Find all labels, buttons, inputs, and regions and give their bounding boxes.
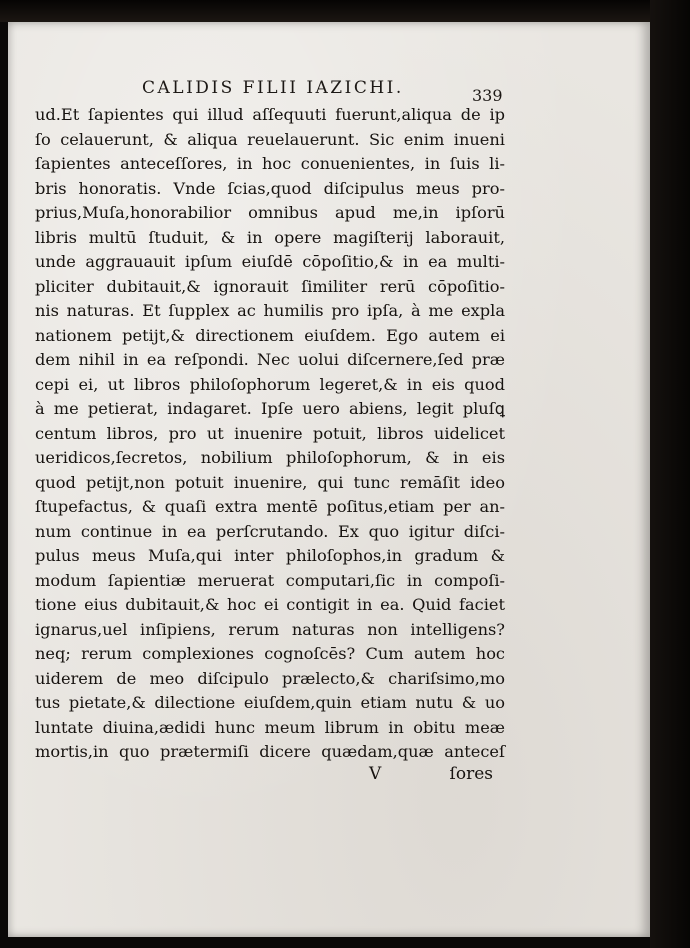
text-line: tus pietate,& dilectione eiuſdem,quin etiam nutu & uo (35, 693, 505, 712)
text-line: dem nihil in ea reſpondi. Nec uolui diſcernere,ſed præ (35, 350, 505, 369)
text-line: neq; rerum complexiones cognoſcēs? Cum autem hoc (35, 644, 505, 663)
text-line: à me petierat, indagaret. Ipſe uero abiens, legit pluſꝗ (35, 399, 505, 418)
page-footer (35, 764, 505, 790)
text-line: nis naturas. Et ſupplex ac humilis pro ipſa, à me expla (35, 301, 505, 320)
text-line: cepi ei, ut libros philoſophorum legeret,& in eis quod (35, 374, 505, 394)
text-line: centum libros, pro ut inuenire potuit, libros uidelicet (35, 423, 505, 443)
text-line: nationem petijt,& directionem eiuſdem. Ego autem ei (35, 325, 505, 345)
text-line: tione eius dubitauit,& hoc ei contigit in ea. Quid faciet (35, 595, 505, 614)
text-line: ud.Et ſapientes qui illud aſſequuti fuerunt,aliqua de ip (35, 105, 505, 124)
text-line: ſapientes anteceſſores, in hoc conuenientes, in ſuis li- (35, 154, 505, 173)
body-text (35, 103, 505, 765)
text-line: pliciter dubitauit,& ignorauit ſimiliter rerū cōpoſitio- (35, 276, 505, 296)
text-line: ſo celauerunt, & aliqua reuelauerunt. Sic enim inueni (35, 129, 505, 149)
scan-top-border (0, 0, 690, 22)
page-number: 339 (472, 86, 503, 105)
text-line: unde aggrauauit ipſum eiuſdē cōpoſitio,& in ea multi- (35, 252, 505, 271)
text-line: ignarus,uel inſipiens, rerum naturas non intelligens? (35, 619, 505, 639)
text-line: modum ſapientiæ meruerat computari,ſic in compoſi- (35, 570, 505, 590)
catchword: ſores (449, 764, 493, 784)
scan-right-border (650, 0, 690, 948)
text-line: libris multū ſtuduit, & in opere magiſterij laborauit, (35, 227, 505, 247)
running-head: CALIDIS FILII IAZICHI. (142, 78, 404, 98)
signature-mark: V (369, 764, 382, 784)
text-line: mortis,in quo prætermiſi dicere quædam,quæ anteceſ (35, 742, 505, 761)
text-line: ueridicos,ſecretos, nobilium philoſophorum, & in eis (35, 448, 505, 467)
text-line: luntate diuina,ædidi hunc meum librum in obitu meæ (35, 717, 505, 737)
text-line: num continue in ea perſcrutando. Ex quo igitur diſci- (35, 521, 505, 541)
text-line: quod petijt,non potuit inuenire, qui tunc remāſit ideo (35, 472, 505, 492)
text-line: ſtupefactus, & quaſi extra mentē poſitus,etiam per an- (35, 497, 505, 516)
text-line: prius,Muſa,honorabilior omnibus apud me,in ipſorū (35, 203, 505, 222)
text-line: bris honoratis. Vnde ſcias,quod diſcipulus meus pro- (35, 178, 505, 198)
text-line: pulus meus Muſa,qui inter philoſophos,in gradum & (35, 546, 505, 565)
text-line: uiderem de meo diſcipulo prælecto,& chariſsimo,mo (35, 668, 505, 688)
